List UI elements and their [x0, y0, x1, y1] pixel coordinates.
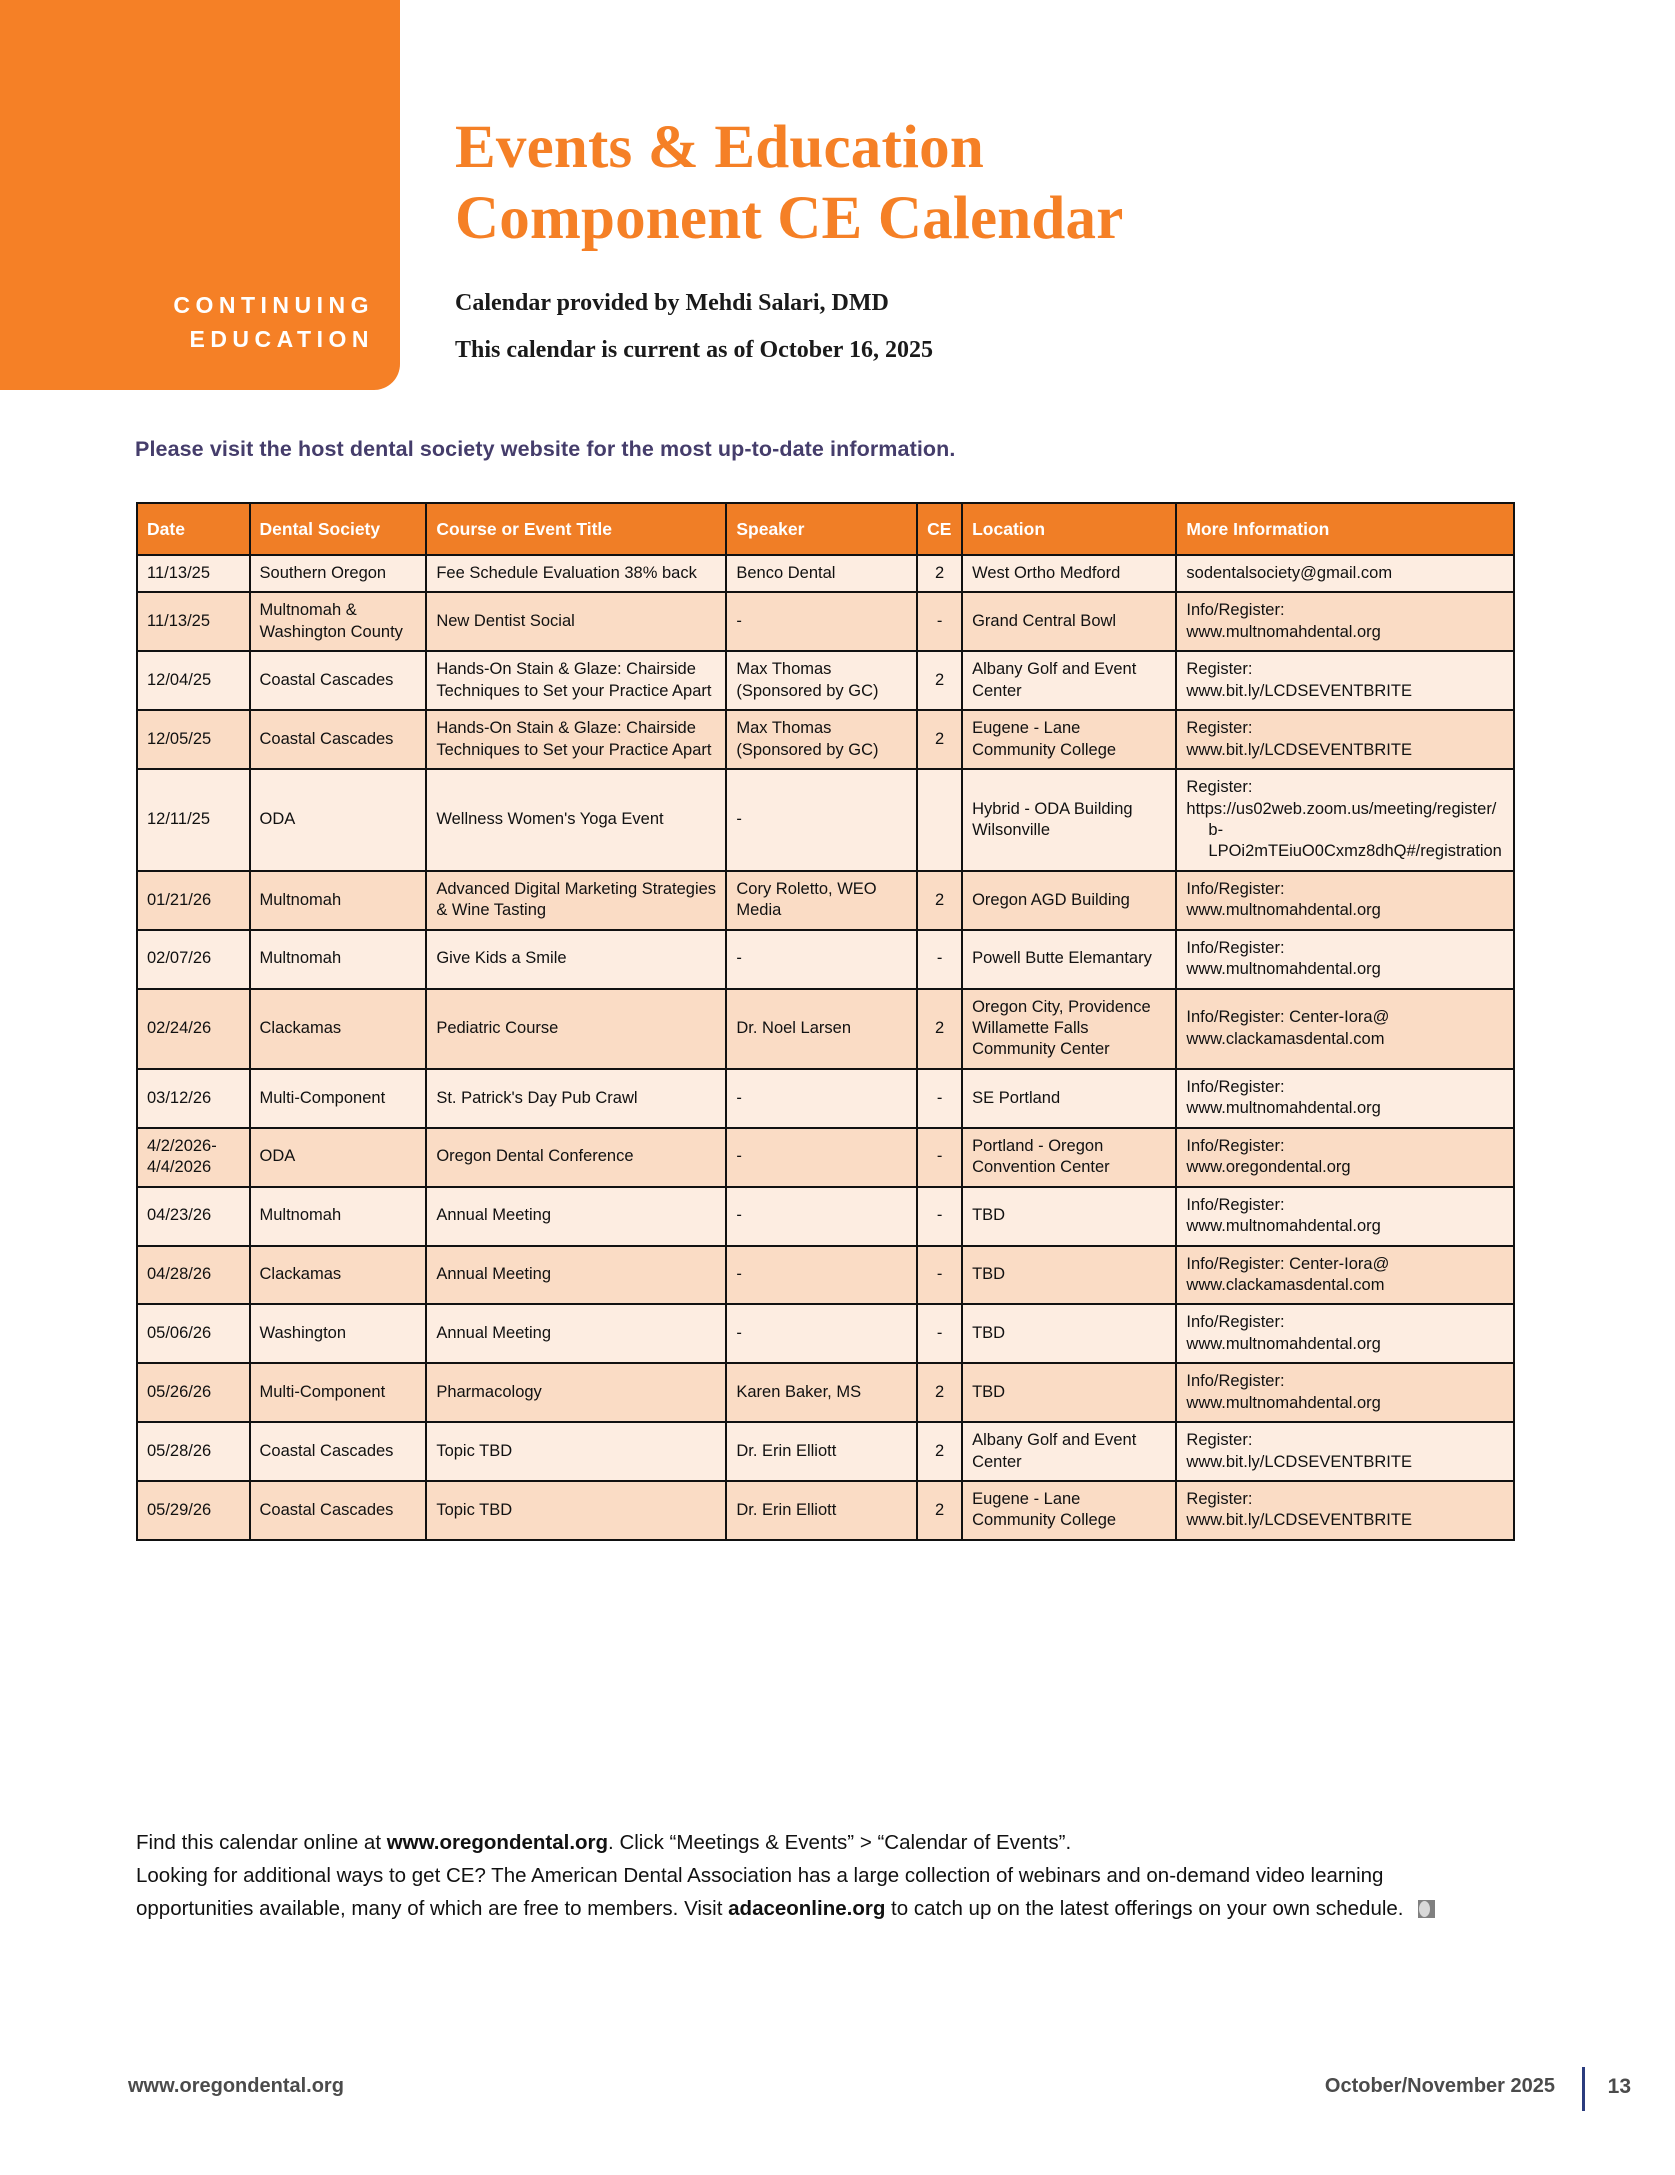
col-header-course-title: Course or Event Title — [426, 503, 726, 555]
cell-speaker: Cory Roletto, WEO Media — [726, 871, 917, 930]
more-info-line-1: sodentalsociety@gmail.com — [1186, 564, 1393, 582]
more-info-line-2[interactable]: www.multnomahdental.org — [1186, 1334, 1381, 1353]
cell-dental-society: Coastal Cascades — [250, 1422, 427, 1481]
more-info-line-1: Info/Register: Center-Iora@ — [1186, 1008, 1390, 1027]
more-info-line-1: Info/Register: — [1186, 1077, 1285, 1096]
cell-dental-society: Multnomah — [250, 871, 427, 930]
cell-date: 05/29/26 — [137, 1481, 250, 1540]
more-info-line-1: Info/Register: — [1186, 1313, 1285, 1332]
cell-date: 4/2/2026-4/4/2026 — [137, 1128, 250, 1187]
col-header-dental-society: Dental Society — [250, 503, 427, 555]
cell-dental-society: Southern Oregon — [250, 555, 427, 592]
cell-date: 05/26/26 — [137, 1363, 250, 1422]
cell-location: Eugene - Lane Community College — [962, 1481, 1176, 1540]
cell-dental-society: Clackamas — [250, 989, 427, 1069]
banner-kicker-line2: EDUCATION — [189, 325, 374, 352]
more-info-line-1: Register: — [1186, 778, 1253, 797]
cell-date: 05/28/26 — [137, 1422, 250, 1481]
cell-course-title: Pediatric Course — [426, 989, 726, 1069]
banner-kicker-line1: CONTINUING — [173, 291, 374, 318]
footer-website: www.oregondental.org — [128, 2075, 344, 2097]
more-info-line-2[interactable]: www.bit.ly/LCDSEVENTBRITE — [1186, 740, 1412, 759]
cell-more-information — [1176, 1246, 1514, 1305]
table-body — [137, 555, 1514, 1540]
more-info-line-2[interactable]: www.multnomahdental.org — [1186, 1217, 1381, 1236]
cell-speaker: Dr. Erin Elliott — [726, 1481, 917, 1540]
cell-ce: - — [917, 1187, 962, 1246]
cell-dental-society: Multi-Component — [250, 1069, 427, 1128]
table-row — [137, 930, 1514, 989]
cell-course-title: Oregon Dental Conference — [426, 1128, 726, 1187]
cell-speaker: Benco Dental — [726, 555, 917, 592]
table-header-row — [137, 503, 1514, 555]
table-row — [137, 1069, 1514, 1128]
cell-speaker: Dr. Erin Elliott — [726, 1422, 917, 1481]
cell-more-information — [1176, 989, 1514, 1069]
cell-course-title: Hands-On Stain & Glaze: Chairside Techniques to Set your Practice Apart — [426, 710, 726, 769]
cell-dental-society: Coastal Cascades — [250, 651, 427, 710]
cell-ce: 2 — [917, 710, 962, 769]
more-info-line-2[interactable]: www.multnomahdental.org — [1186, 1099, 1381, 1118]
cell-location: Oregon AGD Building — [962, 871, 1176, 930]
cell-speaker: - — [726, 592, 917, 651]
cell-ce: 2 — [917, 989, 962, 1069]
table-row — [137, 1246, 1514, 1305]
cell-location: Eugene - Lane Community College — [962, 710, 1176, 769]
cell-more-information — [1176, 1187, 1514, 1246]
cell-location: Albany Golf and Event Center — [962, 1422, 1176, 1481]
ada-text-a: Looking for additional ways to get CE? The American Dental Association has a large collection of webinars and on-demand video learning opportunities available, many of which are free to members. Visit — [136, 1864, 1384, 1921]
cell-dental-society: ODA — [250, 1128, 427, 1187]
cell-date: 11/13/25 — [137, 555, 250, 592]
bottom-note — [136, 1826, 1481, 1926]
col-header-more-information: More Information — [1176, 503, 1514, 555]
cell-ce: 2 — [917, 1422, 962, 1481]
cell-course-title: Fee Schedule Evaluation 38% back — [426, 555, 726, 592]
cell-dental-society: Multnomah & Washington County — [250, 592, 427, 651]
cell-location: Powell Butte Elemantary — [962, 930, 1176, 989]
cell-course-title: Pharmacology — [426, 1363, 726, 1422]
cell-course-title: Hands-On Stain & Glaze: Chairside Techniques to Set your Practice Apart — [426, 651, 726, 710]
more-info-line-2[interactable]: www.oregondental.org — [1186, 1158, 1351, 1177]
cell-dental-society: Washington — [250, 1304, 427, 1363]
title-block — [455, 112, 1575, 362]
cell-date: 02/24/26 — [137, 989, 250, 1069]
cell-more-information — [1176, 1304, 1514, 1363]
cell-more-information — [1176, 1128, 1514, 1187]
cell-course-title: Topic TBD — [426, 1422, 726, 1481]
more-info-line-1: Register: — [1186, 1490, 1253, 1508]
cell-course-title: Advanced Digital Marketing Strategies & Wine Tasting — [426, 871, 726, 930]
col-header-location: Location — [962, 503, 1176, 555]
more-info-line-1: Info/Register: — [1186, 1136, 1285, 1155]
table-row — [137, 710, 1514, 769]
table-row — [137, 989, 1514, 1069]
table-row — [137, 1481, 1514, 1540]
more-info-line-2[interactable]: www.bit.ly/LCDSEVENTBRITE — [1186, 681, 1412, 700]
ce-calendar-table — [136, 502, 1515, 1541]
calendar-credit: Calendar provided by Mehdi Salari, DMD — [455, 289, 889, 316]
cell-speaker: Max Thomas (Sponsored by GC) — [726, 651, 917, 710]
cell-dental-society: Clackamas — [250, 1246, 427, 1305]
more-info-line-1: Register: — [1186, 719, 1253, 738]
cell-location: Grand Central Bowl — [962, 592, 1176, 651]
cell-speaker: Dr. Noel Larsen — [726, 989, 917, 1069]
cell-location: Albany Golf and Event Center — [962, 651, 1176, 710]
cell-course-title: Wellness Women's Yoga Event — [426, 769, 726, 871]
cell-more-information — [1176, 1422, 1514, 1481]
table-row — [137, 1363, 1514, 1422]
cell-course-title: New Dentist Social — [426, 592, 726, 651]
bottom-note-paragraph-1 — [136, 1826, 1481, 1859]
more-info-line-1: Info/Register: — [1186, 601, 1285, 620]
bottom-note-paragraph-2 — [136, 1859, 1481, 1925]
footer-divider — [1582, 2067, 1585, 2111]
ce-calendar-table-wrapper — [136, 502, 1515, 1541]
cell-dental-society: Multnomah — [250, 930, 427, 989]
more-info-line-1: Register: — [1186, 1431, 1253, 1450]
col-header-ce: CE — [917, 503, 962, 555]
cell-course-title: St. Patrick's Day Pub Crawl — [426, 1069, 726, 1128]
cell-speaker: - — [726, 1304, 917, 1363]
cell-date: 11/13/25 — [137, 592, 250, 651]
cell-course-title: Annual Meeting — [426, 1187, 726, 1246]
page-footer — [0, 2075, 1675, 2125]
cell-ce — [917, 769, 962, 871]
cell-location: West Ortho Medford — [962, 555, 1176, 592]
cell-more-information — [1176, 710, 1514, 769]
footer-page-number: 13 — [1607, 2075, 1631, 2098]
oregondental-link[interactable]: www.oregondental.org — [386, 1831, 609, 1854]
table-row — [137, 1304, 1514, 1363]
footer-issue-date: October/November 2025 — [1324, 2075, 1555, 2097]
cell-date: 04/28/26 — [137, 1246, 250, 1305]
more-info-line-2[interactable]: https://us02web.zoom.us/meeting/register/b-LPOi2mTEiuO0Cxmz8dhQ#/registration — [1186, 799, 1502, 861]
more-info-line-1: Info/Register: — [1186, 1372, 1285, 1391]
cell-location: TBD — [962, 1246, 1176, 1305]
more-info-line-2[interactable]: www.bit.ly/LCDSEVENTBRITE — [1186, 1452, 1412, 1471]
page-title-line1: Events & Education — [455, 114, 984, 181]
find-calendar-text-a: Find this calendar online at — [136, 1831, 387, 1854]
continuing-education-banner — [0, 0, 400, 390]
cell-ce: 2 — [917, 1363, 962, 1422]
more-info-line-2[interactable]: www.multnomahdental.org — [1186, 901, 1381, 920]
cell-speaker: - — [726, 1246, 917, 1305]
cell-dental-society: Coastal Cascades — [250, 1481, 427, 1540]
cell-date: 05/06/26 — [137, 1304, 250, 1363]
table-row — [137, 651, 1514, 710]
cell-date: 12/04/25 — [137, 651, 250, 710]
cell-dental-society: Multi-Component — [250, 1363, 427, 1422]
cell-course-title: Annual Meeting — [426, 1304, 726, 1363]
cell-ce: - — [917, 1069, 962, 1128]
cell-more-information — [1176, 1069, 1514, 1128]
col-header-speaker: Speaker — [726, 503, 917, 555]
page-title-line2: Component CE Calendar — [455, 185, 1124, 253]
cell-course-title: Give Kids a Smile — [426, 930, 726, 989]
cell-location: TBD — [962, 1363, 1176, 1422]
more-info-line-1: Info/Register: — [1186, 879, 1285, 898]
cell-speaker: Max Thomas (Sponsored by GC) — [726, 710, 917, 769]
cell-dental-society: ODA — [250, 769, 427, 871]
more-info-line-1: Info/Register: — [1186, 1195, 1285, 1214]
cell-ce: - — [917, 592, 962, 651]
cell-ce: - — [917, 1246, 962, 1305]
more-info-line-2[interactable]: www.multnomahdental.org — [1186, 1393, 1381, 1412]
cell-location: Hybrid - ODA Building Wilsonville — [962, 769, 1176, 871]
cell-ce: 2 — [917, 651, 962, 710]
table-row — [137, 871, 1514, 930]
cell-location: TBD — [962, 1187, 1176, 1246]
cell-more-information — [1176, 930, 1514, 989]
cell-location: Oregon City, Providence Willamette Falls Community Center — [962, 989, 1176, 1069]
cell-location: TBD — [962, 1304, 1176, 1363]
table-row — [137, 1187, 1514, 1246]
cell-location: SE Portland — [962, 1069, 1176, 1128]
cell-ce: - — [917, 1304, 962, 1363]
cell-more-information — [1176, 1481, 1514, 1540]
cell-more-information — [1176, 651, 1514, 710]
cell-ce: - — [917, 930, 962, 989]
cell-date: 12/11/25 — [137, 769, 250, 871]
adaceonline-link[interactable]: adaceonline.org — [728, 1897, 886, 1921]
cell-ce: 2 — [917, 555, 962, 592]
cell-speaker: - — [726, 930, 917, 989]
cell-ce: 2 — [917, 1481, 962, 1540]
cell-date: 03/12/26 — [137, 1069, 250, 1128]
calendar-currency-date: This calendar is current as of October 16, 2025 — [455, 336, 933, 363]
cell-speaker: - — [726, 1187, 917, 1246]
cell-course-title: Annual Meeting — [426, 1246, 726, 1305]
page-title — [455, 112, 1575, 255]
cell-ce: 2 — [917, 871, 962, 930]
cell-speaker: - — [726, 769, 917, 871]
banner-kicker — [173, 288, 374, 356]
table-row — [137, 1422, 1514, 1481]
ada-text-b: to catch up on the latest offerings on your own schedule. — [885, 1897, 1404, 1921]
table-row — [137, 555, 1514, 592]
more-info-line-1: Info/Register: — [1186, 938, 1285, 957]
more-info-line-1: Info/Register: Center-Iora@ — [1186, 1254, 1390, 1273]
cell-ce: - — [917, 1128, 962, 1187]
cell-date: 01/21/26 — [137, 871, 250, 930]
table-row — [137, 1128, 1514, 1187]
cell-more-information — [1176, 871, 1514, 930]
cell-date: 12/05/25 — [137, 710, 250, 769]
cell-more-information — [1176, 592, 1514, 651]
cell-location: Portland - Oregon Convention Center — [962, 1128, 1176, 1187]
more-info-line-2[interactable]: www.multnomahdental.org — [1186, 960, 1381, 979]
cell-speaker: - — [726, 1128, 917, 1187]
cell-more-information — [1176, 1363, 1514, 1422]
cell-dental-society: Multnomah — [250, 1187, 427, 1246]
cell-course-title: Topic TBD — [426, 1481, 726, 1540]
more-info-line-2[interactable]: www.clackamasdental.com — [1186, 1275, 1385, 1294]
cell-speaker: Karen Baker, MS — [726, 1363, 917, 1422]
more-info-line-2[interactable]: www.multnomahdental.org — [1186, 622, 1381, 641]
more-info-line-2[interactable]: www.clackamasdental.com — [1186, 1029, 1385, 1048]
cell-date: 02/07/26 — [137, 930, 250, 989]
table-row — [137, 592, 1514, 651]
end-mark-icon — [1418, 1900, 1435, 1918]
notice-text: Please visit the host dental society website for the most up-to-date information. — [135, 437, 956, 461]
cell-more-information — [1176, 769, 1514, 871]
more-info-line-1: Register: — [1186, 660, 1253, 679]
cell-dental-society: Coastal Cascades — [250, 710, 427, 769]
col-header-date: Date — [137, 503, 250, 555]
cell-date: 04/23/26 — [137, 1187, 250, 1246]
more-info-line-2[interactable]: www.bit.ly/LCDSEVENTBRITE — [1186, 1511, 1412, 1530]
table-row — [137, 769, 1514, 871]
find-calendar-text-b: . Click “Meetings & Events” > “Calendar of Events”. — [608, 1831, 1072, 1854]
cell-speaker: - — [726, 1069, 917, 1128]
cell-more-information — [1176, 555, 1514, 592]
